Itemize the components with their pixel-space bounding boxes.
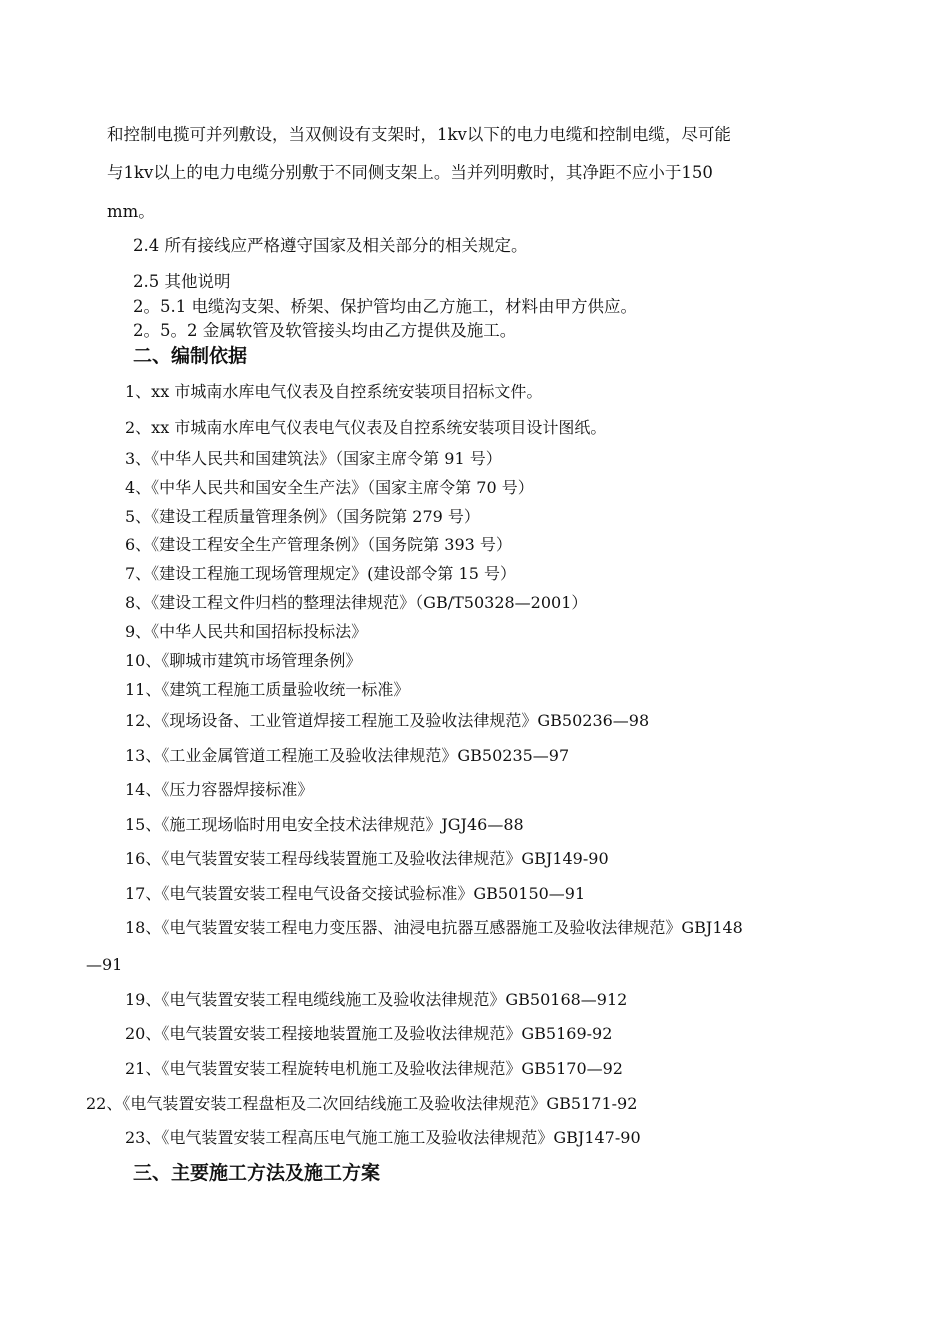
reference-item: 19、《电气装置安装工程电缆线施工及验收法律规范》GB50168—912: [125, 990, 628, 1009]
section-item-2-5-2: 2。5。2 金属软管及软管接头均由乙方提供及施工。: [133, 321, 517, 340]
reference-item: 11、《建筑工程施工质量验收统一标准》: [125, 680, 410, 699]
section-heading-methods: 三、主要施工方法及施工方案: [133, 1162, 381, 1184]
section-item-2-4: 2.4 所有接线应严格遵守国家及相关部分的相关规定。: [133, 236, 528, 255]
reference-item: 1、xx 市城南水库电气仪表及自控系统安装项目招标文件。: [125, 382, 543, 401]
reference-item: 23、《电气装置安装工程高压电气施工施工及验收法律规范》GBJ147-90: [125, 1128, 641, 1147]
reference-item: 7、《建设工程施工现场管理规定》(建设部令第 15 号）: [125, 564, 516, 583]
reference-item: 3、《中华人民共和国建筑法》（国家主席令第 91 号）: [125, 449, 502, 468]
reference-item: 20、《电气装置安装工程接地装置施工及验收法律规范》GB5169-92: [125, 1024, 613, 1043]
reference-item: 12、《现场设备、工业管道焊接工程施工及验收法律规范》GB50236—98: [125, 711, 650, 730]
section-heading-basis: 二、编制依据: [133, 345, 248, 367]
reference-item: 15、《施工现场临时用电安全技术法律规范》JGJ46—88: [125, 815, 524, 834]
section-item-2-5-1: 2。5.1 电缆沟支架、桥架、保护管均由乙方施工，材料由甲方供应。: [133, 297, 637, 316]
reference-item: 14、《压力容器焊接标准》: [125, 780, 314, 799]
paragraph-line: 和控制电揽可并列敷设，当双侧设有支架时，1kv以下的电力电缆和控制电缆，尽可能: [107, 125, 731, 144]
reference-item: 16、《电气装置安装工程母线装置施工及验收法律规范》GBJ149-90: [125, 849, 609, 868]
reference-item-continuation: —91: [86, 955, 123, 974]
paragraph-line: 与1kv以上的电力电缆分别敷于不同侧支架上。当并列明敷时，其净距不应小于150: [107, 163, 713, 182]
reference-item: 2、xx 市城南水库电气仪表电气仪表及自控系统安装项目设计图纸。: [125, 418, 607, 437]
reference-item: 13、《工业金属管道工程施工及验收法律规范》GB50235—97: [125, 746, 570, 765]
reference-item: 10、《聊城市建筑市场管理条例》: [125, 651, 362, 670]
reference-item: 9、《中华人民共和国招标投标法》: [125, 622, 368, 641]
section-item-2-5: 2.5 其他说明: [133, 272, 231, 291]
reference-item: 18、《电气装置安装工程电力变压器、油浸电抗器互感器施工及验收法律规范》GBJ148: [125, 918, 743, 937]
reference-item: 4、《中华人民共和国安全生产法》（国家主席令第 70 号）: [125, 478, 534, 497]
reference-item: 21、《电气装置安装工程旋转电机施工及验收法律规范》GB5170—92: [125, 1059, 623, 1078]
paragraph-line: mm。: [107, 202, 155, 221]
reference-item: 8、《建设工程文件归档的整理法律规范》（GB/T50328—2001）: [125, 593, 588, 612]
reference-item: 6、《建设工程安全生产管理条例》（国务院第 393 号）: [125, 535, 512, 554]
reference-item: 5、《建设工程质量管理条例》（国务院第 279 号）: [125, 507, 480, 526]
reference-item: 22、《电气装置安装工程盘柜及二次回结线施工及验收法律规范》GB5171-92: [86, 1094, 638, 1113]
reference-item: 17、《电气装置安装工程电气设备交接试验标准》GB50150—91: [125, 884, 586, 903]
